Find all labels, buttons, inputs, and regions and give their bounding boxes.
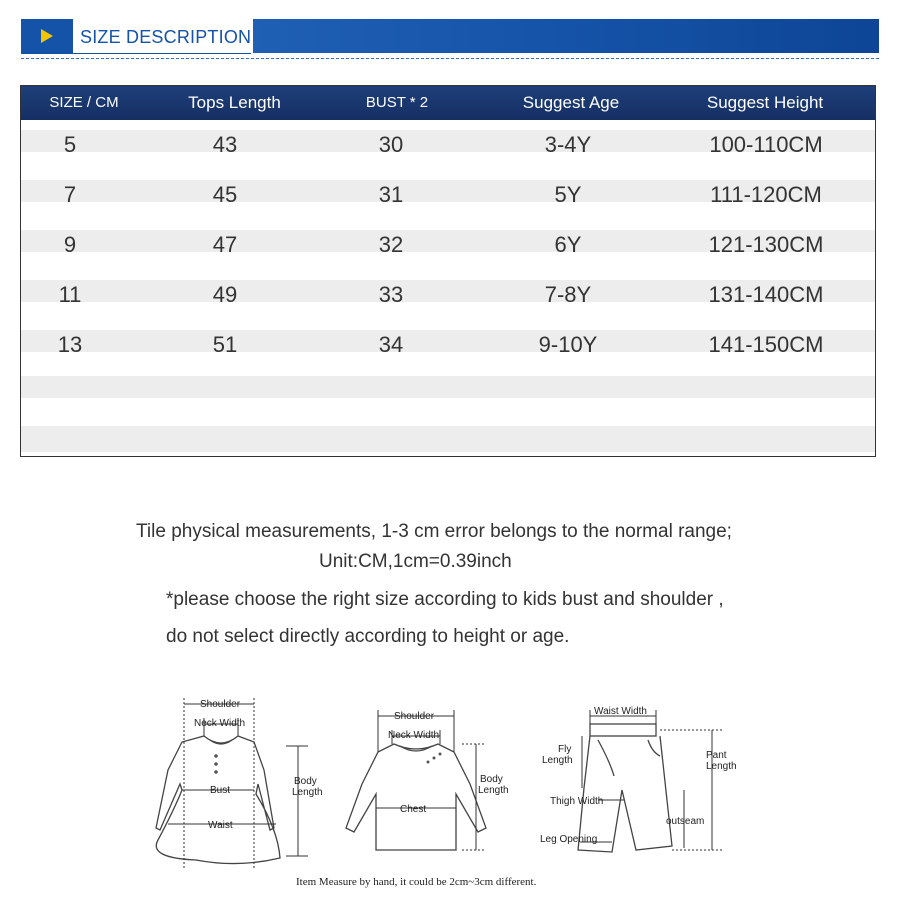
shirt-button	[439, 753, 442, 756]
shirt-outline	[346, 744, 486, 850]
note-not-height: do not select directly according to height or age.	[166, 626, 570, 647]
label-body-length-2: Length	[292, 787, 323, 798]
label-body-length: Body	[480, 774, 503, 785]
banner-arrow-box	[21, 19, 73, 53]
cell-size: 5	[63, 132, 77, 157]
play-arrow-icon	[41, 29, 53, 43]
cell-bust: 34	[378, 332, 404, 357]
banner-bar	[253, 19, 879, 53]
cell-age: 6Y	[554, 232, 582, 257]
dress-button	[214, 770, 218, 774]
cell-bust: 32	[378, 232, 404, 257]
dress-neckline	[210, 740, 232, 744]
cell-height: 111-120CM	[710, 182, 822, 207]
note-unit: Unit:CM,1cm=0.39inch	[319, 551, 512, 572]
label-shoulder: Shoulder	[394, 711, 435, 722]
size-table	[20, 85, 876, 457]
cell-age: 5Y	[554, 182, 582, 207]
dress-button	[214, 754, 218, 758]
row-stripe	[21, 426, 875, 452]
table-row	[21, 180, 875, 210]
label-body-length: Body	[294, 776, 317, 787]
label-fly-length-2: Length	[542, 755, 573, 766]
measure-footnote: Item Measure by hand, it could be 2cm~3cm different.	[296, 876, 537, 888]
header-suggest-age: Suggest Age	[522, 93, 620, 112]
shirt-button	[427, 761, 430, 764]
cell-height: 100-110CM	[709, 132, 823, 157]
shirt-button	[433, 757, 436, 760]
cell-height: 141-150CM	[708, 332, 824, 357]
cell-tops-length: 47	[212, 232, 238, 257]
table-row	[21, 230, 875, 260]
label-pant-length-2: Length	[706, 761, 737, 772]
pants-measure-diagram	[538, 700, 748, 870]
note-measurement: Tile physical measurements, 1-3 cm error belongs to the normal range;	[136, 521, 732, 542]
section-banner	[21, 19, 879, 53]
header-size: SIZE / CM	[49, 94, 119, 111]
cell-bust: 33	[378, 282, 404, 307]
header-suggest-height: Suggest Height	[706, 93, 824, 112]
label-neck-width: Neck Width	[194, 718, 246, 729]
dotted-divider	[21, 58, 879, 59]
table-header	[21, 86, 875, 120]
cell-height: 121-130CM	[708, 232, 824, 257]
dress-outline	[156, 736, 280, 864]
cell-tops-length: 49	[212, 282, 238, 307]
cell-age: 9-10Y	[538, 332, 598, 357]
table-row	[21, 330, 875, 360]
cell-age: 3-4Y	[544, 132, 592, 157]
label-pant-length: Pant	[706, 750, 727, 761]
cell-tops-length: 51	[212, 332, 238, 357]
label-shoulder: Shoulder	[200, 699, 241, 710]
cell-size: 13	[57, 332, 83, 357]
dress-measure-diagram	[138, 690, 338, 870]
cell-bust: 31	[378, 182, 404, 207]
header-bust: BUST * 2	[365, 94, 429, 111]
cell-size: 7	[63, 182, 77, 207]
label-waist-width: Waist Width	[594, 706, 647, 717]
label-body-length-2: Length	[478, 785, 509, 796]
label-thigh-width: Thigh Width	[550, 796, 604, 807]
cell-age: 7-8Y	[544, 282, 592, 307]
cell-size: 11	[58, 282, 82, 307]
banner-title: SIZE DESCRIPTION	[80, 27, 252, 47]
table-row	[21, 130, 875, 160]
note-choose-size: *please choose the right size according to kids bust and shoulder ,	[166, 589, 724, 610]
label-chest: Chest	[400, 804, 427, 815]
cell-height: 131-140CM	[708, 282, 824, 307]
row-stripe	[21, 376, 875, 398]
shirt-measure-diagram	[336, 702, 526, 862]
label-outseam: outseam	[666, 816, 705, 827]
cell-bust: 30	[378, 132, 404, 157]
header-tops-length: Tops Length	[188, 93, 281, 112]
cell-tops-length: 43	[212, 132, 238, 157]
table-row	[21, 280, 875, 310]
dress-button	[214, 762, 218, 766]
label-fly-length: Fly	[558, 744, 572, 755]
label-bust: Bust	[210, 785, 231, 796]
label-waist: Waist	[208, 820, 233, 831]
pants-waistband	[590, 724, 656, 736]
label-leg-opening: Leg Opening	[540, 834, 598, 845]
cell-size: 9	[63, 232, 77, 257]
cell-tops-length: 45	[212, 182, 238, 207]
label-neck-width: Neck Width	[388, 730, 440, 741]
